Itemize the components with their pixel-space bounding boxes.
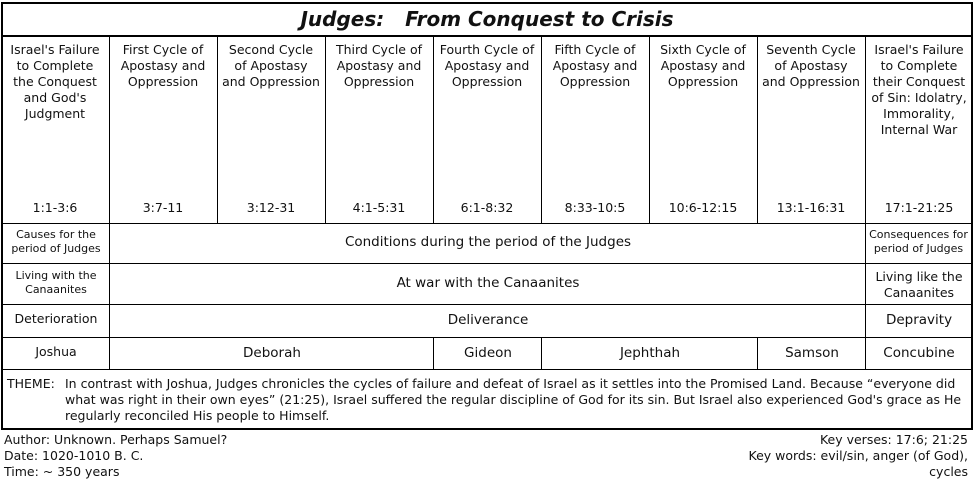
at-war-label: At war with the Canaanites <box>396 275 580 291</box>
author-text: Author: Unknown. Perhaps Samuel? <box>4 432 228 447</box>
divider <box>649 37 650 223</box>
chart-title: Judges: From Conquest to Crisis <box>3 4 971 37</box>
column-heading: Israel's Failure to Complete the Conquest and God's Judgment <box>10 42 100 121</box>
chart-frame <box>1 2 973 430</box>
divider <box>865 37 866 370</box>
divider <box>433 338 434 370</box>
depravity-label: Depravity <box>885 312 953 328</box>
divider <box>3 369 971 370</box>
divider <box>757 37 758 223</box>
column-heading: Sixth Cycle of Apostasy and Oppression <box>660 42 746 89</box>
column-heading: Fourth Cycle of Apostasy and Oppression <box>439 42 535 89</box>
divider <box>3 337 971 338</box>
concubine-label: Concubine <box>883 345 955 361</box>
scripture-reference: 3:7-11 <box>142 200 184 215</box>
divider <box>3 263 971 264</box>
scripture-reference: 3:12-31 <box>246 200 296 215</box>
divider <box>325 37 326 223</box>
divider <box>433 37 434 223</box>
divider <box>3 223 971 224</box>
samson-label: Samson <box>785 345 839 361</box>
scripture-reference: 17:1-21:25 <box>884 200 954 215</box>
conditions-label: Conditions during the period of the Judges <box>344 234 632 250</box>
jephthah-label: Jephthah <box>619 345 681 361</box>
column-heading: Seventh Cycle of Apostasy and Oppression <box>762 42 860 89</box>
time-text: Time: ~ 350 years <box>4 464 120 479</box>
key-verses-text: Key verses: 17:6; 21:25 <box>819 432 968 447</box>
key-words-text: Key words: evil/sin, anger (of God), cycles <box>748 448 968 479</box>
living-like-label: Living like the Canaanites <box>875 269 963 300</box>
consequences-label: Consequences for period of Judges <box>869 228 968 255</box>
column-heading: First Cycle of Apostasy and Oppression <box>120 42 206 89</box>
deterioration-label: Deterioration <box>14 311 98 326</box>
divider <box>3 304 971 305</box>
divider <box>109 37 110 370</box>
divider <box>541 37 542 223</box>
deliverance-label: Deliverance <box>447 312 529 328</box>
column-heading: Third Cycle of Apostasy and Oppression <box>335 42 423 89</box>
scripture-reference: 13:1-16:31 <box>776 200 846 215</box>
divider <box>757 338 758 370</box>
scripture-reference: 6:1-8:32 <box>460 200 514 215</box>
scripture-reference: 4:1-5:31 <box>352 200 406 215</box>
deborah-label: Deborah <box>243 345 301 361</box>
column-heading: Second Cycle of Apostasy and Oppression <box>222 42 320 89</box>
column-heading: Israel's Failure to Complete their Conquest of Sin: Idolatry, Immorality, Internal War <box>871 42 967 137</box>
divider <box>541 338 542 370</box>
theme-text: In contrast with Joshua, Judges chronicles the cycles of failure and defeat of Israel as it settles into the Promised Land. Because “everyone did what was right in their own eyes” (21:25), Israel suffered the regular discipline of God for its sin. But Israel also experienced God's grace as He regularly reconciled His people to Himself. <box>65 376 962 423</box>
living-with-label: Living with the Canaanites <box>15 269 97 296</box>
scripture-reference: 1:1-3:6 <box>32 200 78 215</box>
scripture-reference: 8:33-10:5 <box>564 200 626 215</box>
causes-label: Causes for the period of Judges <box>11 228 101 255</box>
gideon-label: Gideon <box>464 345 512 361</box>
joshua-label: Joshua <box>35 344 77 359</box>
column-heading: Fifth Cycle of Apostasy and Oppression <box>552 42 638 89</box>
theme-label: THEME: <box>7 376 55 391</box>
date-text: Date: 1020-1010 B. C. <box>4 448 144 463</box>
divider <box>217 37 218 223</box>
scripture-reference: 10:6-12:15 <box>668 200 738 215</box>
